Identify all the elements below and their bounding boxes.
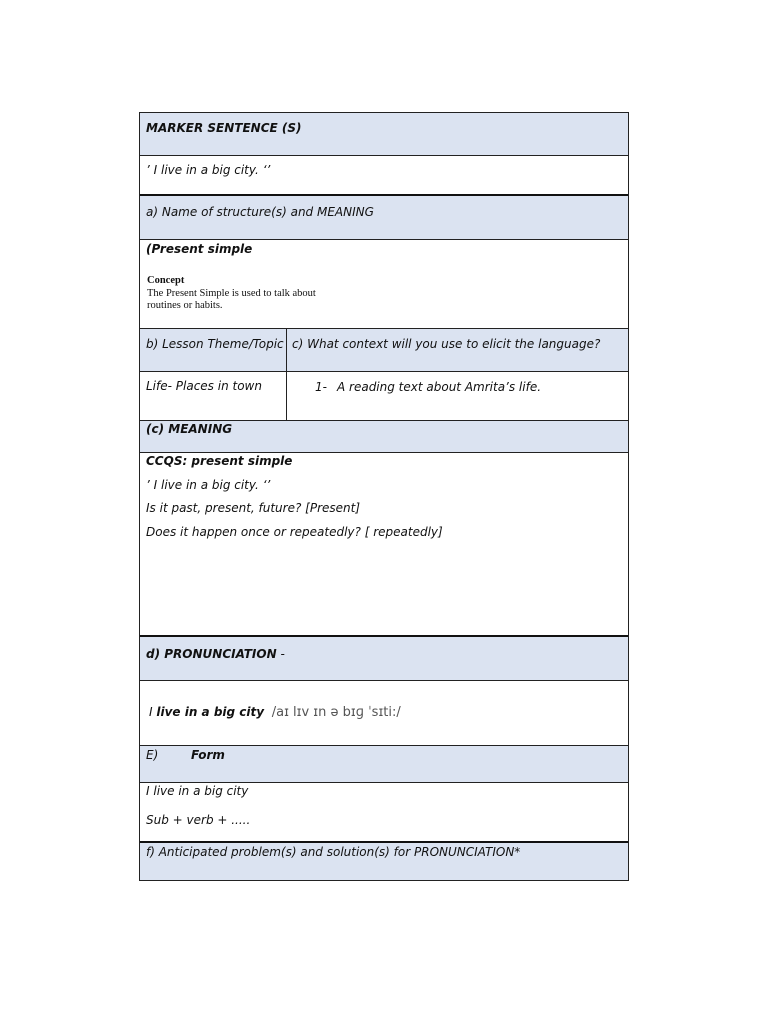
lesson-theme-header: b) Lesson Theme/Topic (146, 337, 284, 351)
meaning-header: (c) MEANING (146, 422, 233, 436)
form-pattern: Sub + verb + ..... (146, 813, 251, 827)
context-text: A reading text about Amrita’s life. (337, 380, 542, 394)
ccq-sentence: ’ I live in a big city. ‘’ (146, 478, 271, 492)
form-label: E) (146, 748, 159, 762)
marker-sentence-header: MARKER SENTENCE (S) (146, 121, 302, 135)
structure-header-row (140, 196, 628, 240)
concept-title: Concept (147, 275, 185, 286)
column-divider (286, 329, 287, 371)
form-header: Form (191, 748, 225, 762)
ccq-question-1: Is it past, present, future? [Present] (146, 501, 361, 515)
lesson-plan-table (139, 112, 629, 881)
ccq-question-2: Does it happen once or repeatedly? [ repeatedly] (146, 525, 443, 539)
meaning-header-row (140, 421, 628, 453)
context-number: 1- (315, 380, 327, 394)
pronunciation-ipa: /aɪ lɪv ɪn ə bɪɡ ˈsɪti:/ (271, 705, 401, 720)
theme-header-row (140, 329, 628, 372)
pronunciation-header: d) PRONUNCIATION (146, 647, 277, 661)
context-header: c) What context will you use to elicit the language? (292, 337, 601, 351)
pronunciation-header-row (140, 637, 628, 681)
lesson-topic: Life- Places in town (146, 379, 262, 393)
structure-header: a) Name of structure(s) and MEANING (146, 205, 374, 219)
marker-sentence-row (140, 156, 628, 196)
pronunciation-header-line (146, 647, 285, 661)
pronunciation-sentence: live in a big city (156, 705, 265, 719)
problems-header-row (140, 843, 628, 880)
form-content-row (140, 783, 628, 843)
structure-name: (Present simple (146, 242, 253, 256)
ccq-title: CCQS: present simple (146, 454, 293, 468)
pronunciation-content-row (140, 681, 628, 746)
pronunciation-line (149, 705, 401, 720)
marker-sentence-header-row (140, 113, 628, 156)
structure-content-row (140, 240, 628, 329)
problems-header: f) Anticipated problem(s) and solution(s) for PRONUNCIATION* (146, 845, 521, 859)
column-divider (286, 372, 287, 420)
marker-sentence-text: ’ I live in a big city. ‘’ (146, 163, 271, 177)
concept-line-2: routines or habits. (147, 300, 223, 311)
pronunciation-header-suffix: - (276, 647, 285, 661)
form-example: I live in a big city (146, 784, 249, 798)
concept-line-1: The Present Simple is used to talk about (147, 288, 316, 299)
form-header-row (140, 746, 628, 783)
pronunciation-sentence-i: I (149, 705, 157, 719)
meaning-content-row (140, 453, 628, 637)
theme-content-row (140, 372, 628, 421)
